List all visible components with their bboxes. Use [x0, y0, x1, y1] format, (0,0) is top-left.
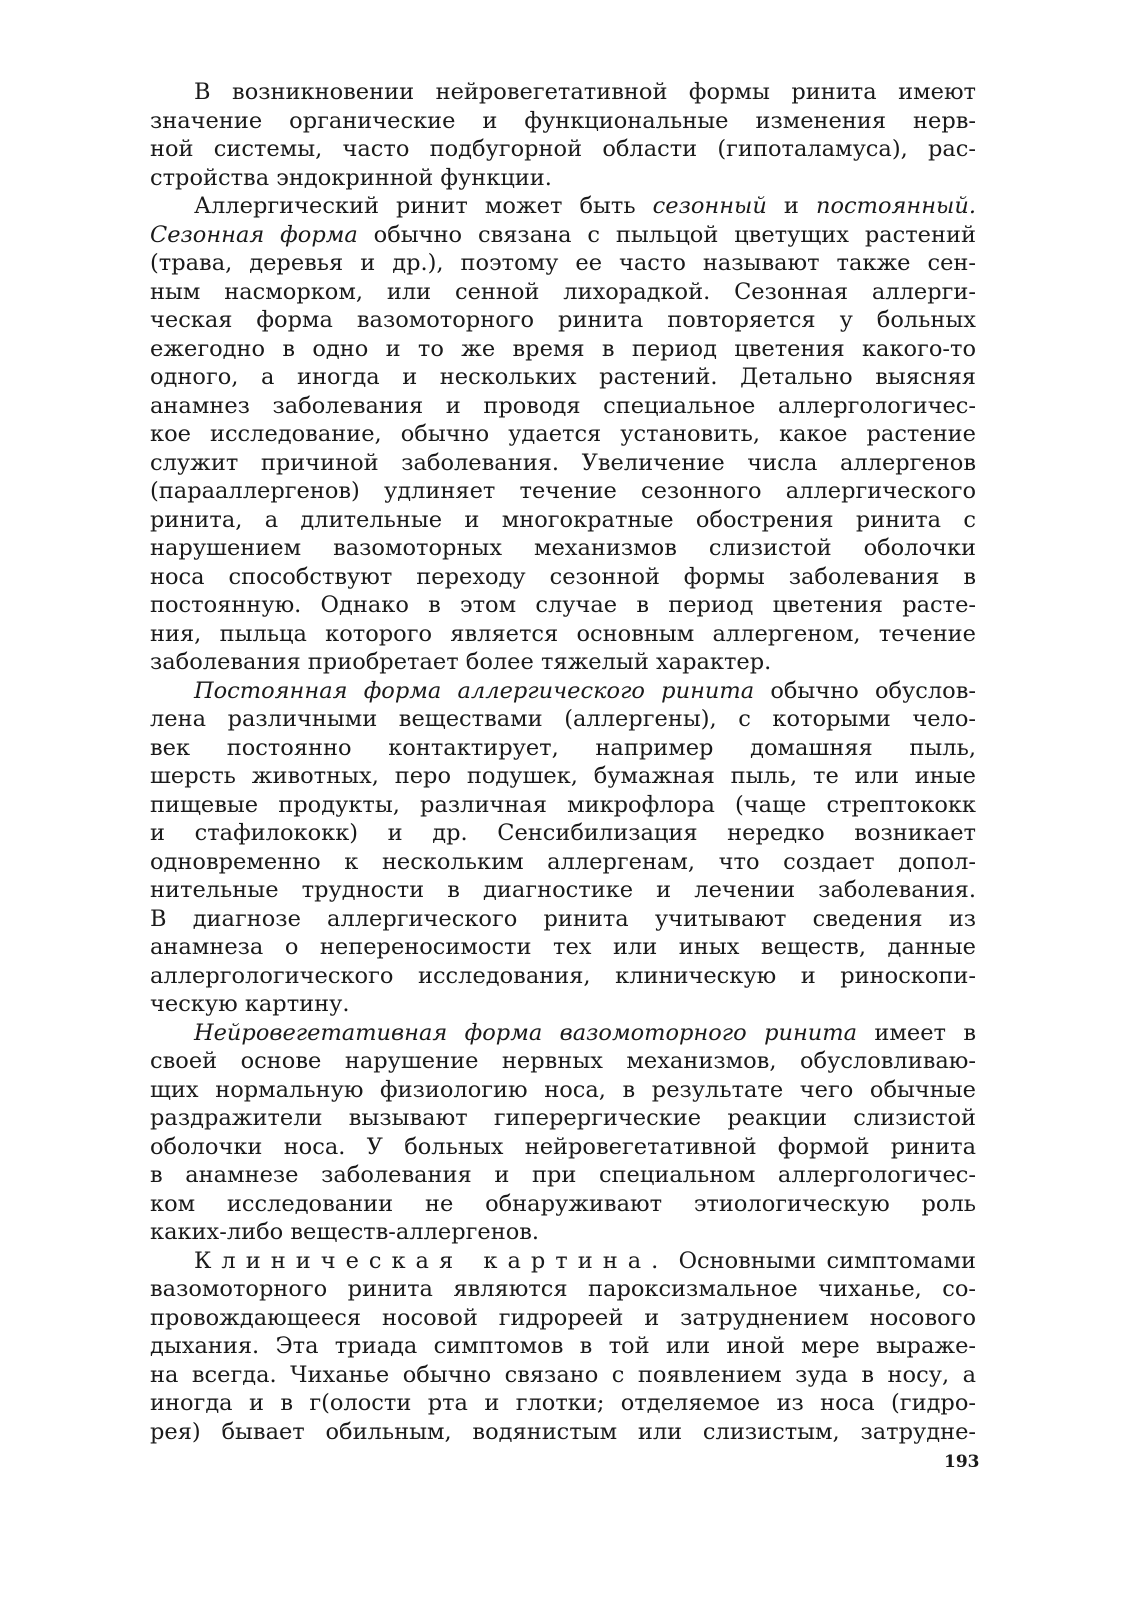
spaced-heading: Клиническая картина. — [194, 1247, 669, 1274]
text-line — [150, 876, 976, 905]
text-run: заболевания приобретает более тяжелый характер. — [150, 649, 772, 675]
text-run: ком исследовании не обнаруживают этиологическую роль — [150, 1190, 976, 1217]
text-block — [150, 78, 976, 1446]
text-run: одного, а иногда и нескольких растений. Детально выясняя — [150, 364, 976, 390]
text-line — [150, 1361, 976, 1390]
text-line — [150, 848, 976, 877]
text-line — [150, 392, 976, 421]
text-run: на всегда. Чиханье обычно связано с появлением зуда в носу, а — [150, 1361, 976, 1388]
text-run: нарушением вазомоторных механизмов слизистой оболочки — [150, 535, 976, 561]
text-run: В диагнозе аллергического ринита учитывают сведения из — [150, 905, 976, 932]
italic-term: Нейровегетативная форма вазомоторного ринита — [194, 1019, 858, 1046]
text-run: рея) бывает обильным, водянистым или слизистым, затрудне- — [150, 1418, 976, 1445]
text-line — [150, 905, 976, 934]
text-run: стройства эндокринной функции. — [150, 164, 552, 191]
text-run: иногда и в г(олости рта и глотки; отделяемое из носа (гидро- — [150, 1390, 976, 1416]
text-line — [150, 563, 976, 592]
page-number: 193 — [944, 1452, 980, 1472]
italic-term: постоянный. — [815, 193, 976, 219]
text-run: шерсть животных, перо подушек, бумажная пыль, те или иные — [150, 763, 976, 789]
text-line — [150, 477, 976, 506]
text-run: носа способствуют переходу сезонной формы заболевания в — [150, 563, 976, 590]
italic-term: сезонный — [652, 193, 767, 219]
text-line — [150, 1190, 976, 1219]
text-line — [150, 1275, 976, 1304]
text-run: обычно связана с пыльцой цветущих растений — [357, 221, 976, 248]
text-line — [150, 1332, 976, 1361]
text-line — [150, 962, 976, 991]
paragraph — [150, 78, 976, 192]
text-line — [150, 278, 976, 307]
italic-term: Постоянная форма аллергического ринита — [194, 677, 755, 704]
text-run: кое исследование, обычно удается установить, какое растение — [150, 421, 976, 447]
text-line — [150, 620, 976, 649]
text-line — [150, 677, 976, 706]
text-run: анамнеза о непереносимости тех или иных веществ, данные — [150, 934, 976, 960]
text-line — [150, 534, 976, 563]
text-run: ческую картину. — [150, 991, 350, 1017]
text-line — [150, 1389, 976, 1418]
text-run: (трава, деревья и др.), поэтому ее часто называют также сен- — [150, 250, 976, 276]
text-line — [150, 648, 976, 677]
text-run: ной системы, часто подбугорной области (гипоталамуса), рас- — [150, 136, 976, 162]
text-line — [150, 1161, 976, 1190]
italic-term: Сезонная форма — [150, 221, 358, 248]
text-line — [150, 363, 976, 392]
text-run: аллергологического исследования, клиническую и риноскопи- — [150, 962, 976, 989]
text-line — [150, 1304, 976, 1333]
text-run: лена различными веществами (аллергены), с которыми чело- — [150, 706, 976, 732]
text-run: своей основе нарушение нервных механизмов, обусловливаю- — [150, 1048, 976, 1074]
text-run: и — [766, 193, 816, 219]
paragraph — [150, 677, 976, 1019]
text-run: значение органические и функциональные изменения нерв- — [150, 107, 976, 134]
text-run: Основными симптомами — [668, 1247, 976, 1274]
text-line — [150, 705, 976, 734]
text-run: Аллергический ринит может быть — [194, 193, 653, 219]
text-line — [150, 734, 976, 763]
paragraph — [150, 1247, 976, 1447]
text-line — [150, 164, 976, 193]
text-line — [150, 791, 976, 820]
text-line — [150, 762, 976, 791]
text-run: в анамнезе заболевания и при специальном аллергологичес- — [150, 1162, 976, 1188]
text-run: ринита, а длительные и многократные обострения ринита с — [150, 506, 976, 533]
text-line — [150, 107, 976, 136]
text-run: служит причиной заболевания. Увеличение числа аллергенов — [150, 449, 976, 476]
page-body — [150, 78, 976, 1446]
text-run: провождающееся носовой гидрореей и затруднением носового — [150, 1304, 976, 1331]
text-run: ным насморком, или сенной лихорадкой. Сезонная аллерги- — [150, 278, 976, 305]
text-line — [150, 449, 976, 478]
text-line — [150, 1104, 976, 1133]
text-run: дыхания. Эта триада симптомов в той или иной мере выраже- — [150, 1333, 976, 1359]
text-run: ческая форма вазомоторного ринита повторяется у больных — [150, 307, 976, 333]
text-run: имеет в — [857, 1019, 976, 1046]
text-line — [150, 506, 976, 535]
text-run: В возникновении нейровегетативной формы ринита имеют — [194, 79, 976, 105]
paragraph — [150, 1019, 976, 1247]
text-line — [150, 990, 976, 1019]
text-line — [150, 933, 976, 962]
text-line — [150, 221, 976, 250]
text-run: каких-либо веществ-аллергенов. — [150, 1219, 540, 1245]
text-line — [150, 1247, 976, 1276]
text-line — [150, 1418, 976, 1447]
text-line — [150, 78, 976, 107]
text-line — [150, 335, 976, 364]
text-run: (парааллергенов) удлиняет течение сезонного аллергического — [150, 478, 976, 504]
text-run: анамнез заболевания и проводя специальное аллергологичес- — [150, 392, 976, 419]
text-run: век постоянно контактирует, например домашняя пыль, — [150, 734, 976, 761]
text-line — [150, 249, 976, 278]
text-line — [150, 1019, 976, 1048]
text-line — [150, 1133, 976, 1162]
text-run: пищевые продукты, различная микрофлора (чаще стрептококк — [150, 791, 976, 818]
text-line — [150, 192, 976, 221]
text-line — [150, 591, 976, 620]
text-run: постоянную. Однако в этом случае в период цветения расте- — [150, 592, 976, 618]
text-run: нительные трудности в диагностике и лечении заболевания. — [150, 877, 976, 903]
text-line — [150, 1076, 976, 1105]
paragraph — [150, 192, 976, 677]
text-line — [150, 819, 976, 848]
text-run: обычно обуслов- — [754, 677, 976, 704]
text-line — [150, 1047, 976, 1076]
text-line — [150, 420, 976, 449]
text-line — [150, 1218, 976, 1247]
text-run: ния, пыльца которого является основным аллергеном, течение — [150, 620, 976, 647]
text-run: и стафилококк) и др. Сенсибилизация нередко возникает — [150, 820, 976, 846]
text-run: одновременно к нескольким аллергенам, что создает допол- — [150, 848, 976, 875]
text-run: щих нормальную физиологию носа, в результате чего обычные — [150, 1076, 976, 1103]
text-line — [150, 135, 976, 164]
text-run: вазомоторного ринита являются пароксизмальное чиханье, со- — [150, 1276, 976, 1302]
text-run: ежегодно в одно и то же время в период цветения какого-то — [150, 335, 976, 362]
text-run: раздражители вызывают гиперергические реакции слизистой — [150, 1105, 976, 1131]
text-line — [150, 306, 976, 335]
text-run: оболочки носа. У больных нейровегетативной формой ринита — [150, 1133, 976, 1160]
